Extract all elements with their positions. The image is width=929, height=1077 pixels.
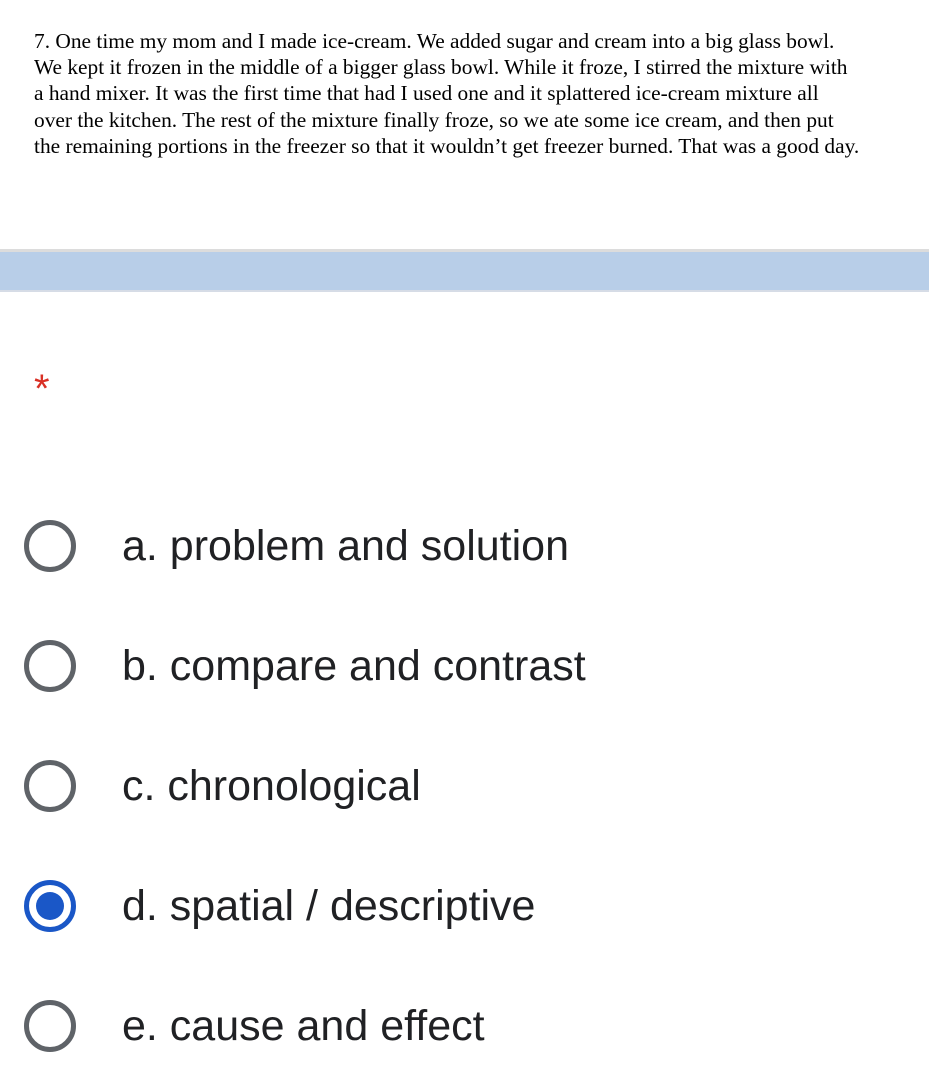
band-bottom-edge (0, 290, 929, 292)
passage-line: over the kitchen. The rest of the mixture finally froze, so we ate some ice cream, and then put (34, 107, 834, 132)
option-d[interactable] (24, 874, 904, 938)
passage-line: We kept it frozen in the middle of a bigger glass bowl. While it froze, I stirred the mixture with (34, 55, 848, 80)
option-label: e. cause and effect (122, 1001, 485, 1050)
option-c[interactable] (24, 754, 904, 818)
highlight-band (0, 252, 929, 290)
option-label: d. spatial / descriptive (122, 881, 536, 930)
option-e[interactable] (24, 994, 904, 1058)
required-asterisk: * (34, 367, 50, 411)
radio-dot-icon (36, 892, 64, 920)
passage-line: the remaining portions in the freezer so that it wouldn’t get freezer burned. That was a good day. (34, 133, 860, 158)
radio-button[interactable] (24, 640, 76, 692)
passage-line: a hand mixer. It was the first time that had I used one and it splattered ice-cream mixture all (34, 81, 819, 106)
passage-line: 7. One time my mom and I made ice-cream. We added sugar and cream into a big glass bowl. (34, 29, 835, 53)
option-label: b. compare and contrast (122, 641, 586, 690)
radio-button[interactable] (24, 1000, 76, 1052)
option-b[interactable] (24, 634, 904, 698)
radio-button[interactable] (24, 760, 76, 812)
radio-button[interactable] (24, 520, 76, 572)
question-passage (34, 28, 924, 159)
option-label: a. problem and solution (122, 521, 570, 570)
option-label: c. chronological (122, 761, 421, 810)
option-a[interactable] (24, 514, 904, 578)
radio-button[interactable] (24, 880, 76, 932)
